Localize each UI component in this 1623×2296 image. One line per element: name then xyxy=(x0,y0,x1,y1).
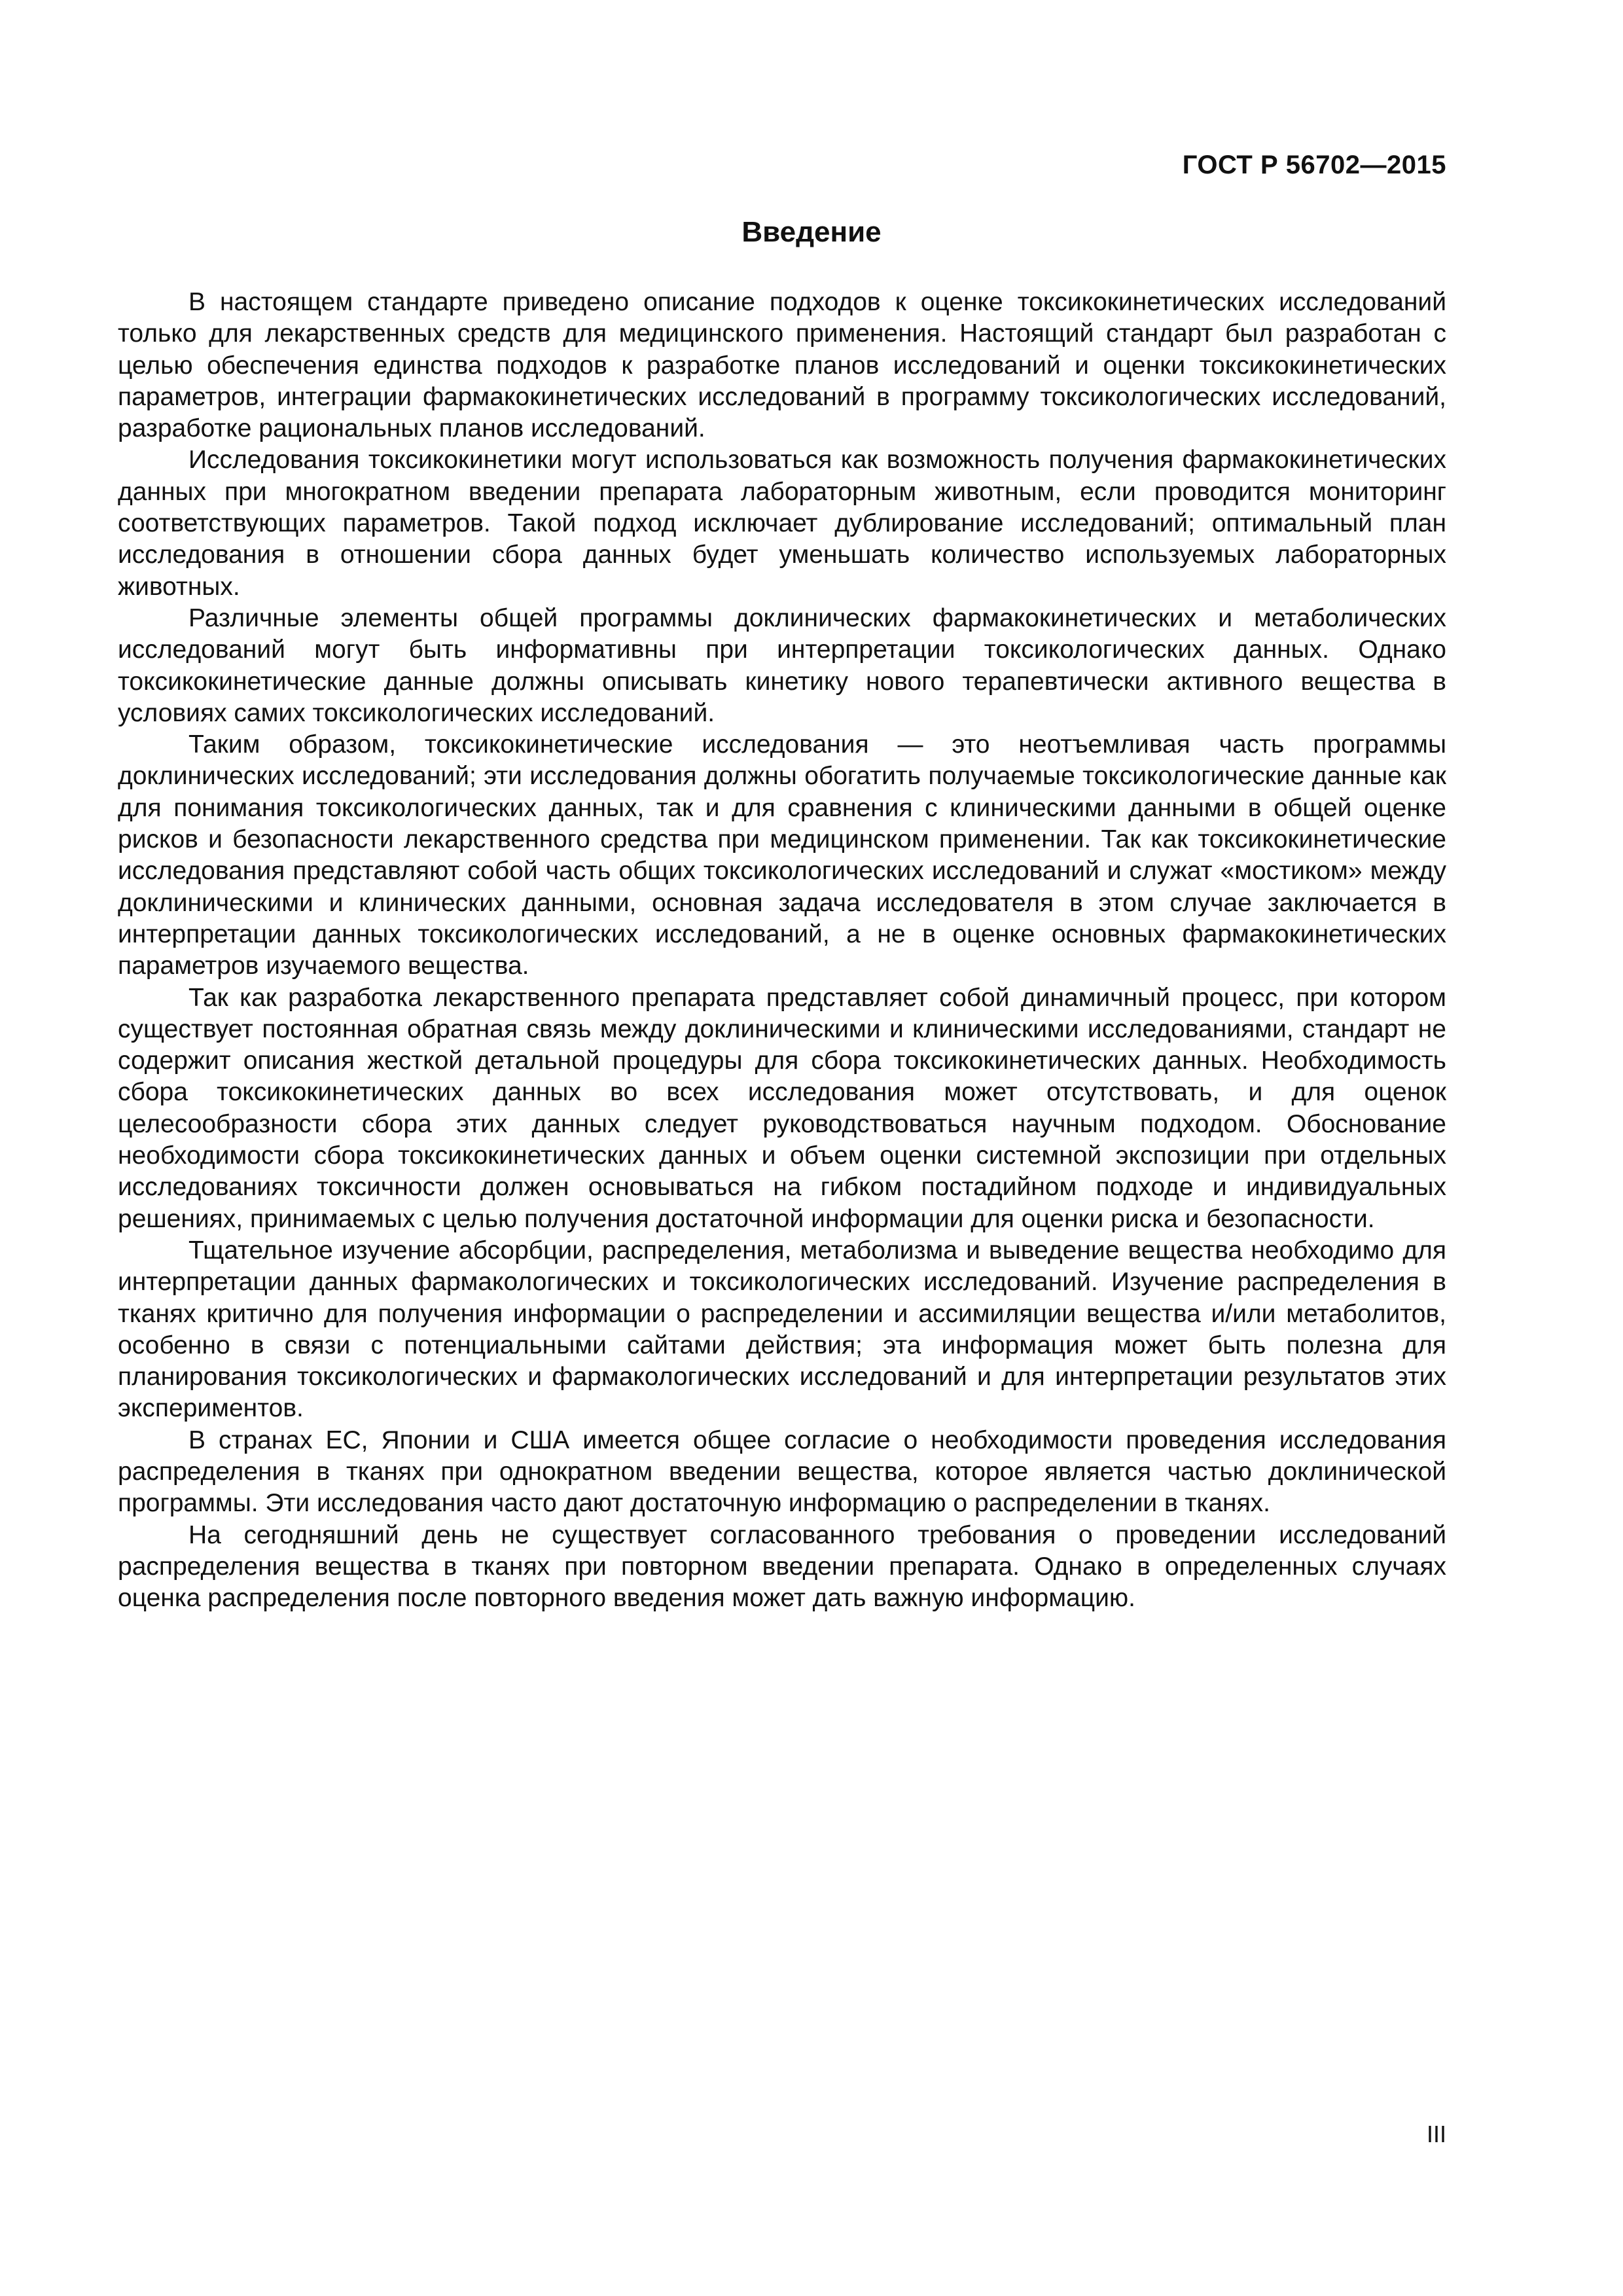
page-title: Введение xyxy=(741,216,882,248)
paragraph: Так как разработка лекарственного препарата представляет собой динамичный процесс, при котором существует постоянная обратная связь между доклиническими и клиническими исследованиями, стандарт не содержит описания жесткой детальной процедуры для сбора токсикокинетических данных. Необходимость сбора токсикокинетических данных во всех исследования может отсутствовать, и для оценок целесообразности сбора этих данных следует руководствоваться научным подходом. Обоснование необходимости сбора токсикокинетических данных и объем оценки системной экспозиции при отдельных исследованиях токсичности должен основываться на гибком постадийном подходе и индивидуальных решениях, принимаемых с целью получения достаточной информации для оценки риска и безопасности. xyxy=(118,983,1446,1233)
paragraph: На сегодняшний день не существует согласованного требования о проведении исследований распределения вещества в тканях при повторном введении препарата. Однако в определенных случаях оценка распределения после повторного введения может дать важную информацию. xyxy=(118,1520,1446,1613)
paragraph: Тщательное изучение абсорбции, распределения, метаболизма и выведение вещества необходимо для интерпретации данных фармакологических и токсикологических исследований. Изучение распределения в тканях критично для получения информации о распределении и ассимиляции вещества и/или метаболитов, особенно в связи с потенциальными сайтами действия; эта информация может быть полезна для планирования токсикологических и фармакологических исследований и для интерпретации результатов этих экспериментов. xyxy=(118,1236,1446,1423)
paragraph: В странах ЕС, Японии и США имеется общее согласие о необходимости проведения исследования распределения в тканях при однократном введении вещества, которое является частью доклинической программы. Эти исследования часто дают достаточную информацию о распределении в тканях. xyxy=(118,1426,1446,1518)
document-body xyxy=(118,287,1446,1614)
paragraph: Таким образом, токсикокинетические исследования — это неотъемливая часть программы доклинических исследований; эти исследования должны обогатить получаемые токсикологические данные как для понимания токсикологических данных, так и для сравнения с клиническими данными в общей оценке рисков и безопасности лекарственного средства при медицинском применении. Так как токсикокинетические исследования представляют собой часть общих токсикологических исследований и служат «мостиком» между доклиническими и клинических данными, основная задача исследователя в этом случае заключается в интерпретации данных токсикологических исследований, а не в оценке основных фармакокинетических параметров изучаемого вещества. xyxy=(118,730,1446,980)
page-number: III xyxy=(1426,2121,1446,2147)
standard-code: ГОСТ Р 56702—2015 xyxy=(1182,151,1446,179)
paragraph: В настоящем стандарте приведено описание подходов к оценке токсикокинетических исследований только для лекарственных средств для медицинского применения. Настоящий стандарт был разработан с целью обеспечения единства подходов к разработке планов исследований и оценки токсикокинетических параметров, интеграции фармакокинетических исследований в программу токсикологических исследований, разработке рациональных планов исследований. xyxy=(118,288,1446,443)
paragraph: Исследования токсикокинетики могут использоваться как возможность получения фармакокинетических данных при многократном введении препарата лабораторным животным, если проводится мониторинг соответствующих параметров. Такой подход исключает дублирование исследований; оптимальный план исследования в отношении сбора данных будет уменьшать количество используемых лабораторных животных. xyxy=(118,446,1446,601)
paragraph: Различные элементы общей программы доклинических фармакокинетических и метаболических исследований могут быть информативны при интерпретации токсикологических данных. Однако токсикокинетические данные должны описывать кинетику нового терапевтически активного вещества в условиях самих токсикологических исследований. xyxy=(118,603,1446,727)
